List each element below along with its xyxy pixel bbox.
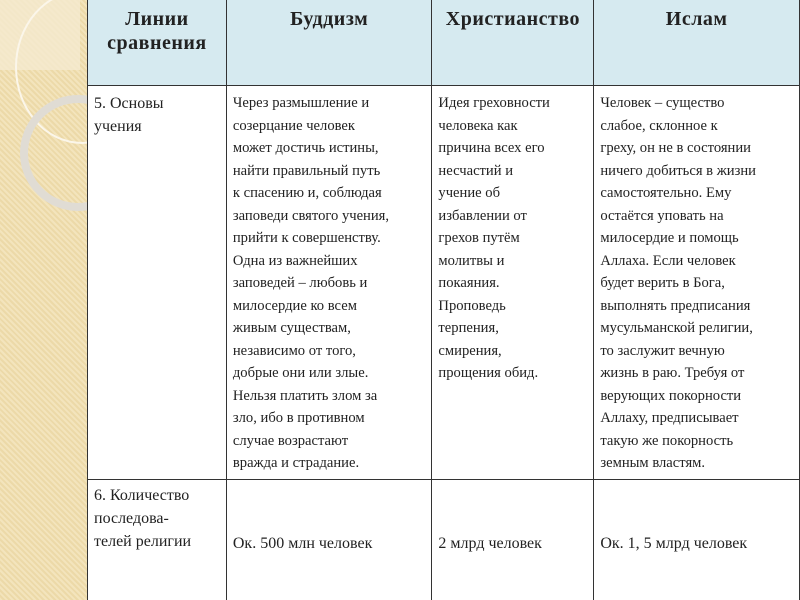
header-christianity: Христианство (432, 0, 594, 86)
islam-cell: Ок. 1, 5 млрд человек (594, 479, 800, 600)
buddhism-cell: Через размышление и созерцание человек может достичь истины, найти правильный путь к спасению и, соблюдая заповеди святого учения, прийти к совершенству. Одна из важнейших заповедей – любовь и милосердие ко всем живым существам, независимо от того, добрые они или злые. Нельзя платить злом за зло, ибо в противном случае возрастают вражда и страдание. (226, 86, 432, 480)
religion-comparison-table (87, 0, 800, 600)
criterion-cell: 6. Количество последова- телей религии (88, 479, 227, 600)
islam-cell: Человек – существо слабое, склонное к греху, он не в состоянии ничего добиться в жизни самостоятельно. Ему остаётся уповать на милосердие и помощь Аллаха. Если человек будет верить в Бога, выполнять предписания мусульманской религии, то заслужит вечную жизнь в раю. Требуя от верующих покорности Аллаху, предписывает такую же покорность земным властям. (594, 86, 800, 480)
header-row (88, 0, 800, 86)
criterion-cell: 5. Основы учения (88, 86, 227, 480)
buddhism-cell: Ок. 500 млн человек (226, 479, 432, 600)
header-buddhism: Буддизм (226, 0, 432, 86)
header-islam: Ислам (594, 0, 800, 86)
table-row (88, 86, 800, 480)
header-criteria: Линии сравнения (88, 0, 227, 86)
slide-background-decoration (0, 0, 88, 600)
christianity-cell: 2 млрд человек (432, 479, 594, 600)
christianity-cell: Идея греховности человека как причина всех его несчастий и учение об избавлении от грехов путём молитвы и покаяния. Проповедь терпения, смирения, прощения обид. (432, 86, 594, 480)
table-row (88, 479, 800, 600)
